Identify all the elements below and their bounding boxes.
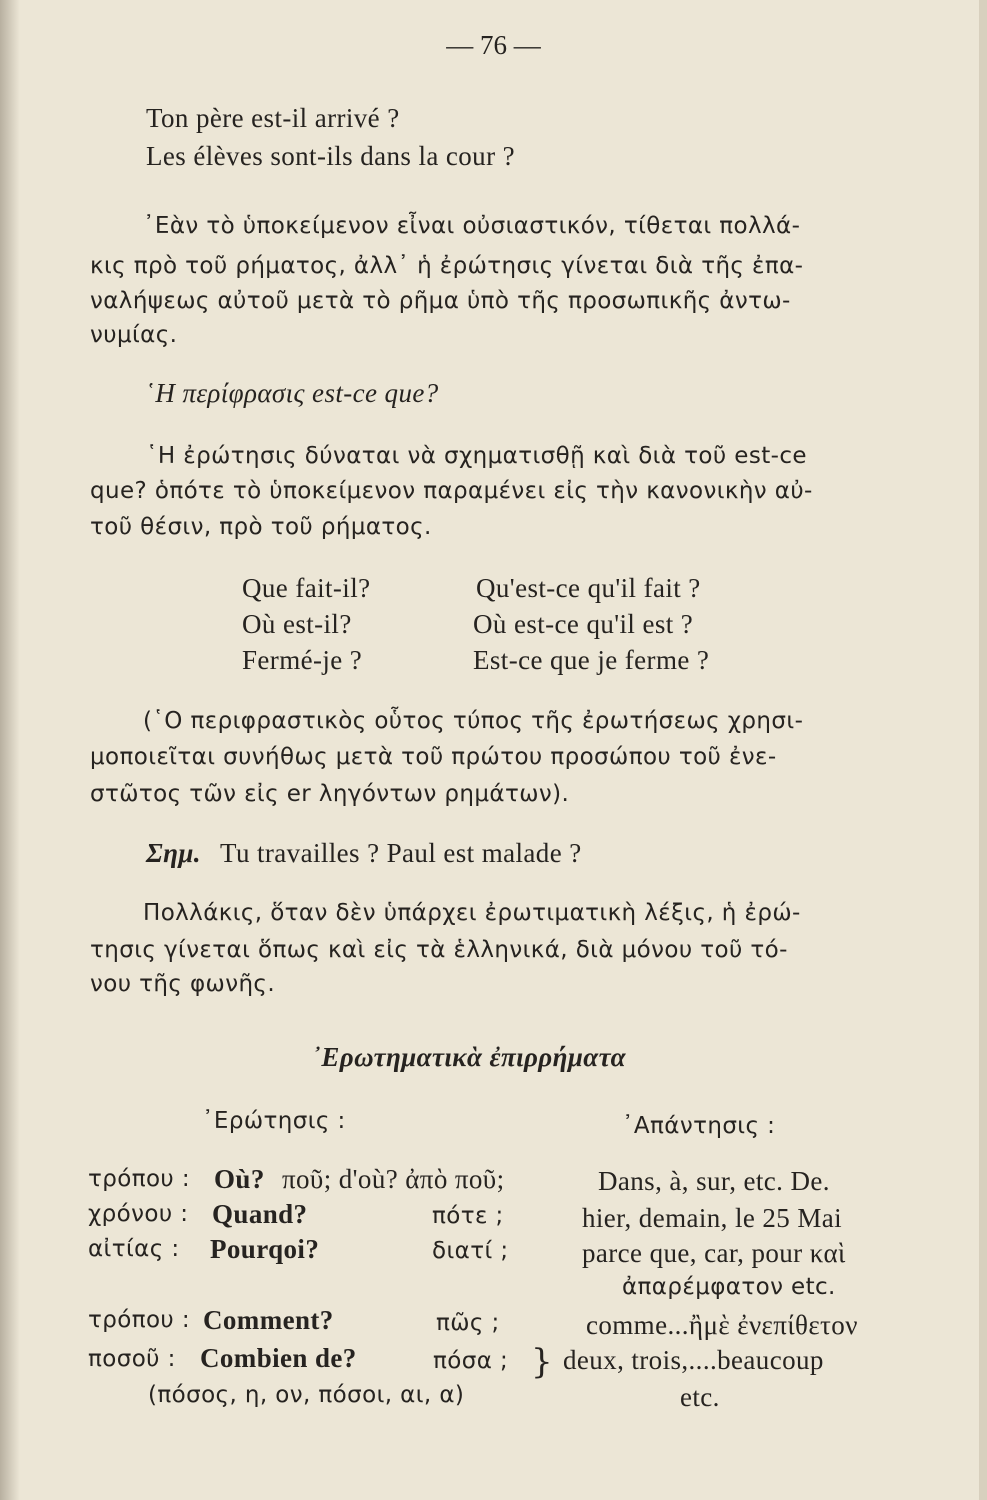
intro-line: Ton père est-il arrivé ? [146,103,400,133]
adverb-answer: hier, demain, le 25 Mai [582,1203,843,1233]
adverb-answer: comme...ἢμὲ ἐνεπίθετον [586,1310,858,1340]
brace-symbol: } [531,1342,553,1382]
paragraph-line: (῾Ο περιφραστικὸς οὗτος τύπος τῆς ἐρωτήσεως χρησι- [143,708,804,734]
adverb-category: τρόπου : [88,1307,191,1333]
intro-line: Les élèves sont-ils dans la cour ? [146,141,515,171]
adverb-answer: deux, trois,....beaucoup [563,1345,824,1375]
adverb-french: Où? [214,1164,265,1194]
page-number: — 76 — [446,30,541,60]
paragraph-line: μοποιεῖται συνήθως μετὰ τοῦ πρώτου προσώπου τοῦ ἐνε- [90,744,777,770]
note-label: Σημ. [146,838,201,868]
adverb-french: Quand? [212,1199,308,1229]
page-edge-right [979,0,987,1500]
adverb-greek: πόσα ; [433,1348,509,1374]
adverb-category: τρόπου : [88,1166,191,1192]
adverb-greek: διατί ; [432,1238,509,1264]
page-edge-shadow [0,0,20,1500]
paragraph-line: que? ὁπότε τὸ ὑποκείμενον παραμένει εἰς τὴν κανονικὴν αὐ- [90,478,813,504]
example-right: Est-ce que je ferme ? [473,645,710,675]
adverb-category: αἰτίας : [88,1236,180,1262]
example-right: Qu'est-ce qu'il fait ? [476,573,701,603]
adverb-french: Comment? [203,1305,334,1335]
adverb-answer: parce que, car, pour καὶ [582,1238,846,1268]
adverb-answer-continuation: ἀπαρέμφατον etc. [622,1274,836,1300]
last-line-left: (πόσος, η, ον, πόσοι, αι, α) [148,1382,465,1408]
note-text: Tu travailles ? Paul est malade ? [220,838,582,868]
paragraph-line: στῶτος τῶν εἰς er ληγόντων ρημάτων). [90,781,570,807]
column-header-question: ᾿Ερώτησις : [202,1108,346,1134]
example-left: Que fait-il? [242,573,371,603]
paragraph-line: ᾿Εὰν τὸ ὑποκείμενον εἶναι οὐσιαστικόν, τίθεται πολλά- [143,213,801,239]
paragraph-line: ῾Η ἐρώτησις δύναται νὰ σχηματισθῇ καὶ διὰ τοῦ est-ce [146,443,807,469]
paragraph-line: κις πρὸ τοῦ ρήματος, ἀλλ᾿ ἡ ἐρώτησις γίνεται διὰ τῆς ἐπα- [90,253,804,279]
paragraph-line: τοῦ θέσιν, πρὸ τοῦ ρήματος. [90,514,432,540]
adverb-greek: πότε ; [432,1203,504,1229]
last-line-right: etc. [680,1382,720,1412]
adverb-answer: Dans, à, sur, etc. De. [598,1166,830,1196]
section-title: ᾿Ερωτηματικὰ ἐπιρρήματα [312,1042,626,1072]
paragraph-line: Πολλάκις, ὅταν δὲν ὑπάρχει ἐρωτιματικὴ λέξις, ἡ ἐρώ- [143,900,801,926]
adverb-category: χρόνου : [88,1201,189,1227]
paragraph-line: νου τῆς φωνῆς. [90,971,276,997]
heading-periphrasis: ῾Η περίφρασις est-ce que? [146,378,439,408]
adverb-greek: πῶς ; [436,1310,500,1336]
paragraph-line: ναλήψεως αὐτοῦ μετὰ τὸ ρῆμα ὑπὸ τῆς προσωπικῆς ἀντω- [90,288,791,314]
example-right: Où est-ce qu'il est ? [473,609,694,639]
example-left: Où est-il? [242,609,352,639]
adverb-greek: ποῦ; d'où? ἀπὸ ποῦ; [282,1164,505,1194]
paragraph-line: τησις γίνεται ὅπως καὶ εἰς τὰ ἑλληνικά, διὰ μόνου τοῦ τό- [90,937,788,963]
paragraph-line: νυμίας. [90,322,178,348]
adverb-french: Pourqoi? [210,1234,320,1264]
column-header-answer: ᾿Απάντησις : [622,1113,776,1139]
adverb-category: ποσοῦ : [88,1346,176,1372]
example-left: Fermé-je ? [242,645,363,675]
adverb-french: Combien de? [200,1343,357,1373]
